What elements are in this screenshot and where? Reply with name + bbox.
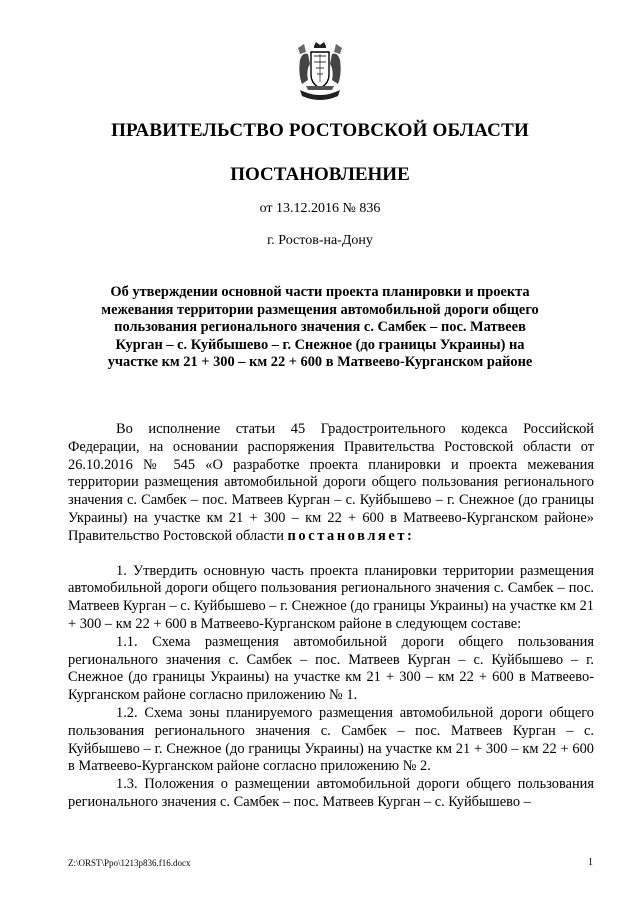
item-1-2-paragraph: 1.2. Схема зоны планируемого размещения автомобильной дороги общего пользования регионального значения с. Самбек – пос. Матвеев Курган – с. Куйбышево – г. Снежное (до границы Украины) на участке км 21 + 300 – км 22 + 600 в Матвеево-Курганском районе согласно приложению № 2. <box>68 704 594 775</box>
preamble-text: Во исполнение статьи 45 Градостроительного кодекса Российской Федерации, на основании распоряжения Правительства Ростовской области от 26.10.2016 № 545 «О разработке проекта планировки и проекта межевания территории размещения автомобильной дороги общего пользования регионального значения с. Самбек – пос. Матвеев Курган – с. Куйбышево – г. Снежное (до границы Украины) на участке км 21 + 300 – км 22 + 600 в Матвеево-Курганском районе» Правительство Ростовской области <box>68 421 594 544</box>
coat-of-arms-icon <box>294 40 346 104</box>
item-1-1-paragraph: 1.1. Схема размещения автомобильной дороги общего пользования регионального значения с. Самбек – пос. Матвеев Курган – с. Куйбышево – г. Снежное (до границы Украины) на участке км 21 + 300 – км 22 + 600 в Матвеево-Курганском районе согласно приложению № 1. <box>68 633 594 704</box>
footer-file-path: Z:\ORST\Ppo\1213p836.f16.docx <box>68 858 191 868</box>
item-1-paragraph: 1. Утвердить основную часть проекта планировки территории размещения автомобильной дороги общего пользования регионального значения с. Самбек – пос. Матвеев Курган – с. Куйбышево – г. Снежное (до границы Украины) на участке км 21 + 300 – км 22 + 600 в Матвеево-Курганском районе в следующем составе: <box>68 562 594 632</box>
item-1-3-paragraph: 1.3. Положения о размещении автомобильной дороги общего пользования регионального значения с. Самбек – пос. Матвеев Курган – с. Куйбышево – <box>68 776 594 810</box>
org-title: ПРАВИТЕЛЬСТВО РОСТОВСКОЙ ОБЛАСТИ <box>111 120 529 141</box>
document-place: г. Ростов-на-Дону <box>267 233 373 248</box>
page-number: 1 <box>588 857 593 868</box>
document-body <box>68 421 594 812</box>
document-type: ПОСТАНОВЛЕНИЕ <box>230 164 410 185</box>
document-date-number: от 13.12.2016 № 836 <box>259 201 381 216</box>
document-subject: Об утверждении основной части проекта планировки и проекта межевания территории размещения автомобильной дороги общего пользования регионального значения с. Самбек – пос. Матвеев Курган – с. Куйбышево – г. Снежное (до границы Украины) на участке км 21 + 300 – км 22 + 600 в Матвеево-Курганском районе <box>101 284 539 371</box>
preamble-paragraph <box>68 421 594 546</box>
decree-word: постановляет: <box>287 527 415 544</box>
